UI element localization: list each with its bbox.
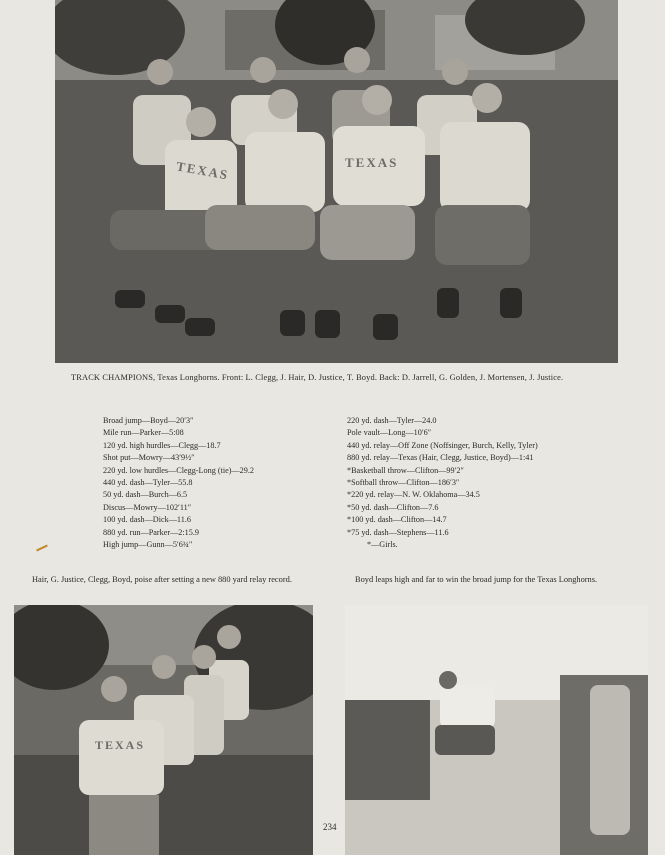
page-number: 234 <box>323 822 337 832</box>
broad-jump-photo-caption: Boyd leaps high and far to win the broad jump for the Texas Longhorns. <box>355 575 598 584</box>
record-line: 220 yd. low hurdles—Clegg-Long (tie)—29.2 <box>103 465 254 475</box>
record-line: 100 yd. dash—Dick—11.6 <box>103 515 191 525</box>
record-line: 440 yd. relay—Off Zone (Noffsinger, Burch, Kelly, Tyler) <box>347 440 538 450</box>
record-line: *Softball throw—Clifton—186′3″ <box>347 478 460 488</box>
record-line: *75 yd. dash—Stephens—11.6 <box>347 527 449 537</box>
record-line: *220 yd. relay—N. W. Oklahoma—34.5 <box>347 490 480 500</box>
record-line: 120 yd. high hurdles—Clegg—18.7 <box>103 440 221 450</box>
record-line: Pole vault—Long—10′6″ <box>347 428 432 438</box>
relay-photo <box>14 605 313 855</box>
girls-note: *—Girls. <box>367 540 398 550</box>
record-line: Shot put—Mowry—43′9½″ <box>103 453 195 463</box>
record-line: Discus—Mowry—102′11″ <box>103 502 192 512</box>
team-shirt-lettering: TEXAS <box>175 158 231 183</box>
team-photo <box>55 0 618 363</box>
record-line: High jump—Gunn—5′6¾″ <box>103 540 193 550</box>
team-photo-caption: TRACK CHAMPIONS, Texas Longhorns. Front: L. Clegg, J. Hair, D. Justice, T. Boyd. Back: D. Jarrell, G. Golden, J. Mortensen, J. Justice. <box>71 373 564 382</box>
pencil-mark <box>36 545 48 552</box>
records-left-column <box>103 415 254 551</box>
relay-photo-caption: Hair, G. Justice, Clegg, Boyd, poise after setting a new 880 yard relay record. <box>32 575 292 584</box>
record-line: 440 yd. dash—Tyler—55.8 <box>103 478 193 488</box>
broad-jump-photo <box>345 605 648 855</box>
record-line: Mile run—Parker—5:08 <box>103 428 184 438</box>
record-line: *50 yd. dash—Clifton—7.6 <box>347 502 439 512</box>
record-line: 880 yd. relay—Texas (Hair, Clegg, Justice, Boyd)—1:41 <box>347 453 534 463</box>
relay-shirt-lettering: TEXAS <box>95 738 146 752</box>
record-line: *Basketball throw—Clifton—99′2″ <box>347 465 464 475</box>
records-right-column <box>347 415 538 551</box>
record-line: 880 yd. run—Parker—2:15.9 <box>103 527 199 537</box>
record-line: *100 yd. dash—Clifton—14.7 <box>347 515 447 525</box>
record-line: Broad jump—Boyd—20′3″ <box>103 416 194 425</box>
record-line: 220 yd. dash—Tyler—24.0 <box>347 416 437 425</box>
team-shirt-lettering-2: TEXAS <box>345 155 399 170</box>
record-line: 50 yd. dash—Burch—6.5 <box>103 490 188 500</box>
